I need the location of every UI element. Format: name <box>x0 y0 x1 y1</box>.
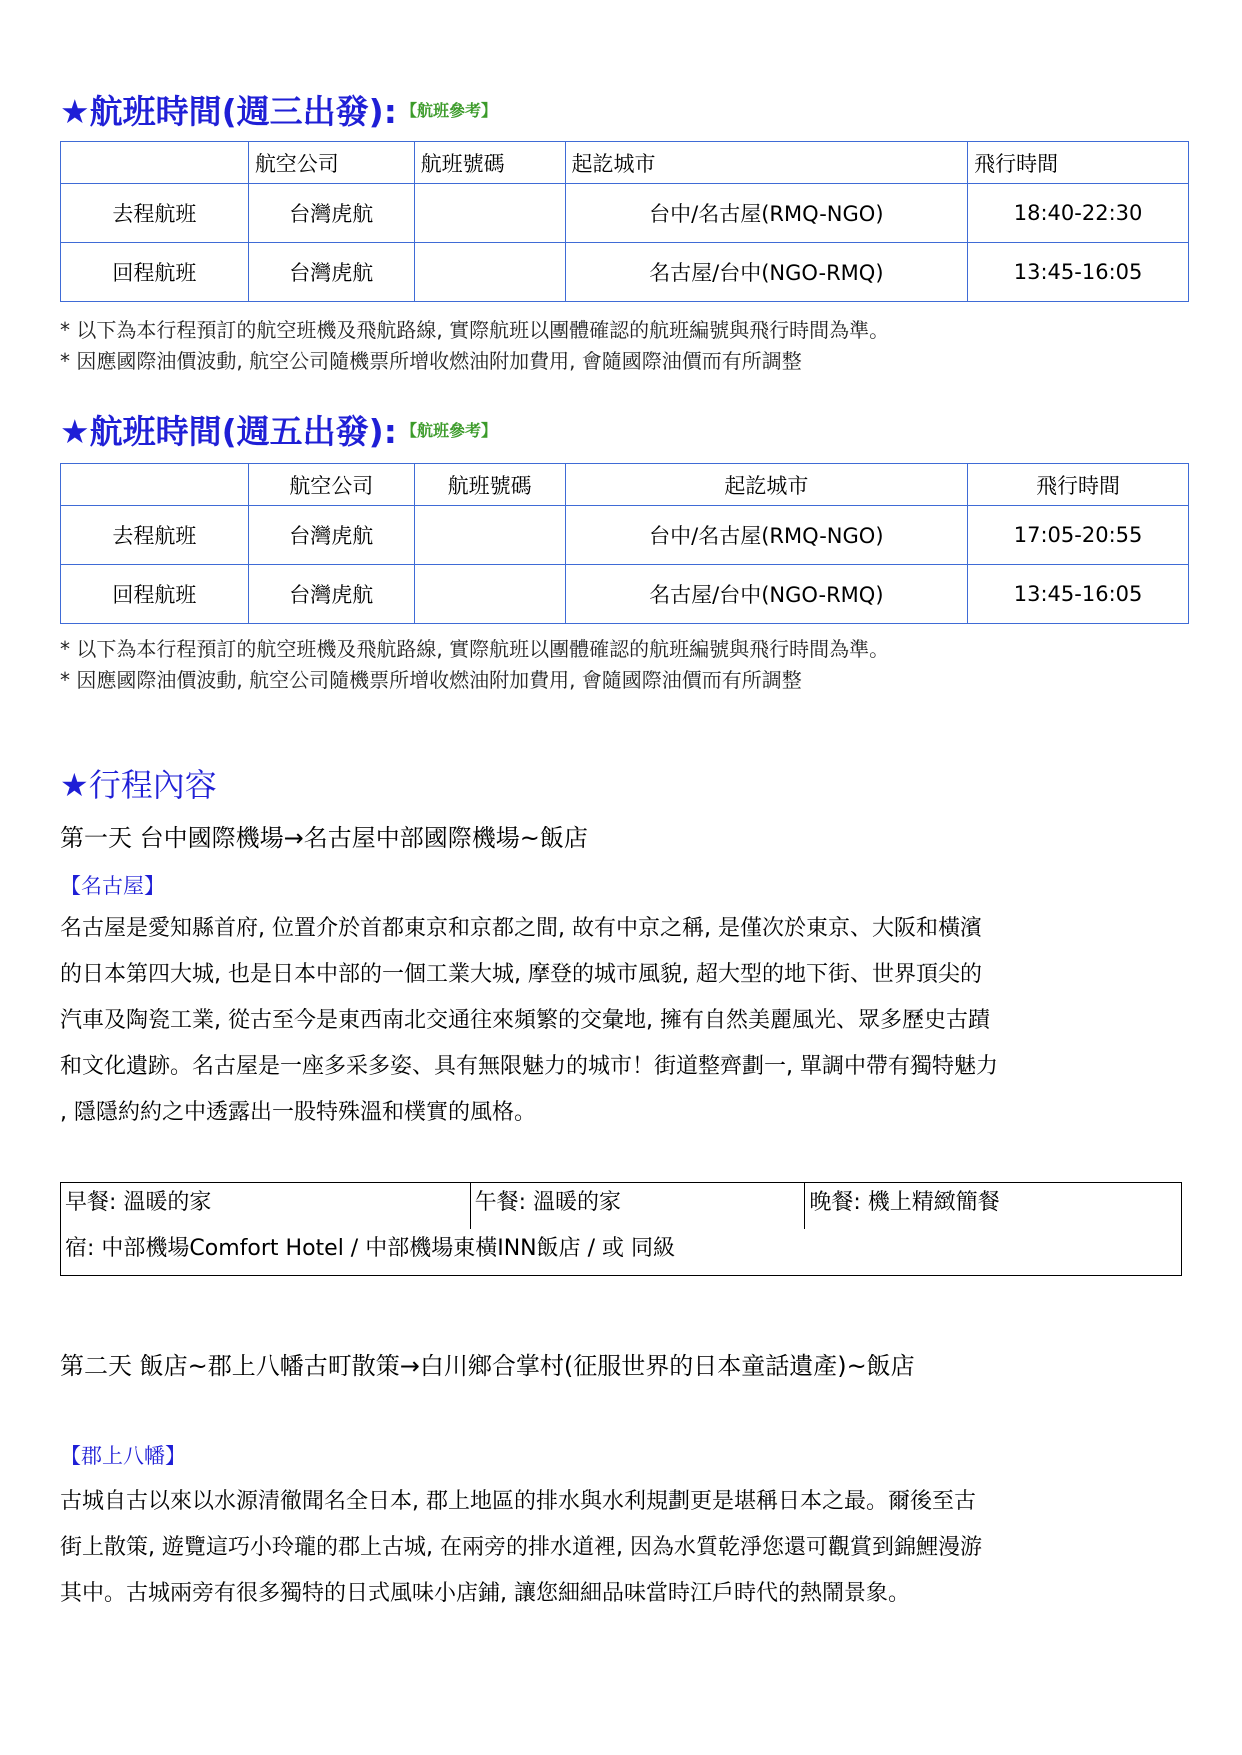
table-cell: 去程航班 <box>61 506 249 565</box>
table-cell <box>414 506 565 565</box>
flight-note: * 以下為本行程預訂的航空班機及飛航路線, 實際航班以團體確認的航班編號與飛行時間為準。 <box>60 637 890 661</box>
header-cell <box>61 142 249 184</box>
table-cell: 台灣虎航 <box>248 184 414 243</box>
header-cell <box>61 464 249 506</box>
wed-flight-table <box>60 141 1189 302</box>
paragraph-line: 汽車及陶瓷工業, 從古至今是東西南北交通往來頻繁的交彙地, 擁有自然美麗風光、眾多歷史古蹟 <box>60 1008 990 1033</box>
lunch-cell: 午餐: 溫暖的家 <box>470 1183 805 1230</box>
table-cell: 台中/名古屋(RMQ-NGO) <box>565 184 968 243</box>
header-cell: 航班號碼 <box>414 142 565 184</box>
table-cell: 去程航班 <box>61 184 249 243</box>
paragraph-line: 街上散策, 遊覽這巧小玲瓏的郡上古城, 在兩旁的排水道裡, 因為水質乾淨您還可觀賞到錦鯉漫游 <box>60 1535 982 1560</box>
fri-flight-heading: ★航班時間(週五出發): 【航班參考】 <box>60 412 497 451</box>
table-cell <box>414 243 565 302</box>
paragraph-line: 其中。古城兩旁有很多獨特的日式風味小店鋪, 讓您細細品味當時江戶時代的熱鬧景象。 <box>60 1581 910 1606</box>
breakfast-cell: 早餐: 溫暖的家 <box>61 1183 471 1230</box>
hotel-row <box>61 1229 1182 1276</box>
header-cell: 飛行時間 <box>968 464 1189 506</box>
day2-title: 第二天 飯店~郡上八幡古町散策→白川鄉合掌村(征服世界的日本童話遺產)~飯店 <box>60 1352 915 1380</box>
paragraph-line: 的日本第四大城, 也是日本中部的一個工業大城, 摩登的城市風貌, 超大型的地下街、世界頂尖的 <box>60 962 982 987</box>
wed-flight-heading: ★航班時間(週三出發): 【航班參考】 <box>60 92 497 131</box>
header-cell: 航空公司 <box>248 142 414 184</box>
dinner-cell: 晚餐: 機上精緻簡餐 <box>805 1183 1182 1230</box>
meals-row <box>61 1183 1182 1230</box>
flight-reference-badge: 【航班參考】 <box>400 101 497 120</box>
table-cell <box>414 184 565 243</box>
table-cell: 台灣虎航 <box>248 565 414 624</box>
paragraph-line: , 隱隱約約之中透露出一股特殊溫和樸實的風格。 <box>60 1100 536 1125</box>
header-cell: 起訖城市 <box>565 464 968 506</box>
hotel-cell: 宿: 中部機場Comfort Hotel / 中部機場東橫INN飯店 / 或 同級 <box>61 1229 1182 1276</box>
header-cell: 飛行時間 <box>968 142 1189 184</box>
table-cell: 13:45-16:05 <box>968 565 1189 624</box>
table-row <box>61 243 1189 302</box>
paragraph-line: 名古屋是愛知縣首府, 位置介於首都東京和京都之間, 故有中京之稱, 是僅次於東京、大阪和橫濱 <box>60 916 982 941</box>
meals-table <box>60 1182 1182 1276</box>
table-cell: 台中/名古屋(RMQ-NGO) <box>565 506 968 565</box>
flight-reference-badge: 【航班參考】 <box>400 421 497 440</box>
fuel-note: * 因應國際油價波動, 航空公司隨機票所增收燃油附加費用, 會隨國際油價而有所調整 <box>60 349 802 373</box>
table-row <box>61 506 1189 565</box>
flight-note: * 以下為本行程預訂的航空班機及飛航路線, 實際航班以團體確認的航班編號與飛行時間為準。 <box>60 318 890 342</box>
day1-title: 第一天 台中國際機場→名古屋中部國際機場~飯店 <box>60 824 588 852</box>
table-cell: 台灣虎航 <box>248 506 414 565</box>
table-cell: 台灣虎航 <box>248 243 414 302</box>
fuel-note: * 因應國際油價波動, 航空公司隨機票所增收燃油附加費用, 會隨國際油價而有所調整 <box>60 668 802 692</box>
paragraph-line: 和文化遺跡。名古屋是一座多采多姿、具有無限魅力的城市！街道整齊劃一, 單調中帶有獨特魅力 <box>60 1054 998 1079</box>
table-cell: 18:40-22:30 <box>968 184 1189 243</box>
day2-description <box>60 1479 1180 1617</box>
table-header-row <box>61 464 1189 506</box>
header-cell: 航空公司 <box>248 464 414 506</box>
table-cell: 13:45-16:05 <box>968 243 1189 302</box>
table-cell: 名古屋/台中(NGO-RMQ) <box>565 243 968 302</box>
day1-place-label: 【名古屋】 <box>60 874 165 898</box>
table-row <box>61 184 1189 243</box>
day1-description <box>60 906 1180 1136</box>
header-cell: 起訖城市 <box>565 142 968 184</box>
table-cell: 回程航班 <box>61 243 249 302</box>
table-cell: 17:05-20:55 <box>968 506 1189 565</box>
itinerary-title: ★行程內容 <box>60 766 217 804</box>
table-cell: 名古屋/台中(NGO-RMQ) <box>565 565 968 624</box>
table-cell: 回程航班 <box>61 565 249 624</box>
table-header-row <box>61 142 1189 184</box>
table-row <box>61 565 1189 624</box>
day2-place-label: 【郡上八幡】 <box>60 1444 186 1468</box>
header-cell: 航班號碼 <box>414 464 565 506</box>
table-cell <box>414 565 565 624</box>
paragraph-line: 古城自古以來以水源清徹聞名全日本, 郡上地區的排水與水利規劃更是堪稱日本之最。爾後至古 <box>60 1489 976 1514</box>
fri-flight-table <box>60 463 1189 624</box>
